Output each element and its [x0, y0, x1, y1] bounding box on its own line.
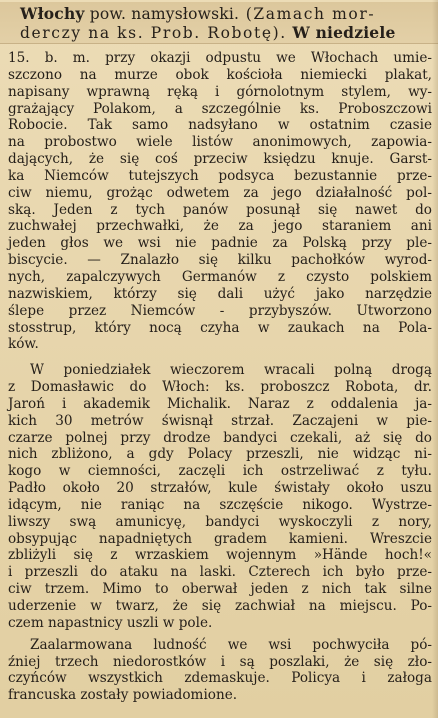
- headline-line-2: [20, 23, 396, 42]
- text-line: szczono na murze obok kościoła niemiecki plakat,: [8, 66, 432, 83]
- text-line: jeden głos we wsi nie padnie za Polską przy ple-: [8, 235, 432, 252]
- text-line: nych, zapalczywych Germanów z czysto polskiem: [8, 268, 432, 285]
- paragraph-3: [8, 637, 432, 704]
- text-line: czem napastnicy uszli w pole.: [8, 614, 213, 631]
- text-line: nazwiskiem, którzy się dali użyć jako narzędzie: [8, 285, 432, 302]
- text-line: źniej trzech niedorostków i są poszlaki, że się zło-: [8, 653, 432, 670]
- text-line: ską. Jeden z tych panów posunął się nawet do: [8, 201, 432, 218]
- text-line: Zaalarmowana ludność we wsi pochwyciła pó-: [30, 636, 432, 653]
- text-line: na probostwo wiele listów anonimowych, zapowia-: [8, 134, 432, 151]
- text-line: kich 30 metrów świsnął strzał. Zaczajeni w pie-: [8, 412, 432, 429]
- text-line: 15. b. m. przy okazji odpustu we Włochach umie-: [8, 50, 432, 66]
- text-line: ków.: [8, 336, 39, 353]
- text-line: uderzenie w twarz, że się zachwiał na miejscu. Po-: [8, 598, 432, 614]
- text-line: stosstrup, który nocą czyha w zaukach na Pola-: [8, 319, 432, 336]
- text-line: idącym, nie raniąc na szczęście nikogo. Wystrze-: [8, 496, 432, 513]
- text-line: W poniedziałek wieczorem wracali polną drogą: [30, 362, 432, 379]
- text-line: czarze polnej przy drodze bandyci czekali, aż się do: [8, 429, 432, 446]
- text-line: nich zbliżono, a gdy Polacy przeszli, nie widząc ni-: [8, 446, 432, 463]
- text-line: ślepe przez Niemców - przybyszów. Utworzono: [8, 302, 432, 319]
- text-line: ciw niemu, grożąc odwetem za jego działalność pol-: [8, 184, 432, 201]
- text-line: ka Niemców tutejszych podsyca bezustannie prze-: [8, 167, 432, 184]
- headline-title-part-2: derczy na ks. Prob. Robotę).: [20, 24, 287, 42]
- headline-title-part-1: (Zamach mor-: [239, 5, 376, 23]
- text-line: zuchwałej przechwałki, że za jego staraniem ani: [8, 218, 432, 235]
- paper-edge-shadow: [432, 0, 438, 718]
- headline-county: pow. namysłowski.: [84, 5, 240, 23]
- headline-lead-in: W niedziele: [286, 23, 396, 42]
- text-line: francuska zostały powiadomione.: [8, 687, 238, 704]
- text-line: napisany wprawną ręką i górnolotnym stylem, wy-: [8, 83, 432, 100]
- text-line: grażający Polakom, a szczególnie ks. Proboszczowi: [8, 100, 432, 117]
- text-line: dających, że się coś przeciw księdzu knuje. Garst-: [8, 151, 432, 168]
- text-line: i przeszli do ataku na laski. Czterech ich było prze-: [8, 564, 432, 581]
- text-line: zbliżyli się z wrzaskiem wojennym »Hände hoch!«: [8, 547, 432, 564]
- article-body: [8, 50, 432, 704]
- text-line: obsypując napadniętych gradem kamieni. Wreszcie: [8, 530, 432, 547]
- paragraph-2: [8, 362, 432, 632]
- headline-town: Włochy: [20, 4, 85, 23]
- text-line: czyńców wszystkich zdemaskuje. Policya i załoga: [8, 670, 432, 687]
- text-line: liwszy swą amunicyę, bandyci wyskoczyli z nory,: [8, 513, 432, 530]
- text-line: z Domasławic do Włoch: ks. proboszcz Robota, dr.: [8, 379, 432, 396]
- text-line: Padło około 20 strzałów, kule świstały około uszu: [8, 480, 432, 497]
- text-line: biscycie. — Znalazło się kilku pachołków wyrod-: [8, 252, 432, 269]
- text-line: Jaroń i akademik Michalik. Naraz z oddalenia ja-: [8, 395, 432, 412]
- paragraph-1: [8, 50, 432, 353]
- headline-line-1: [20, 4, 375, 23]
- article-headline: [0, 2, 438, 44]
- text-line: kogo w ciemności, zaczęli ich ostrzeliwać z tyłu.: [8, 463, 432, 480]
- text-line: ciw trzem. Mimo to oberwał jeden z nich tak silne: [8, 581, 432, 598]
- text-line: Robocie. Tak samo nadsyłano w ostatnim czasie: [8, 117, 432, 134]
